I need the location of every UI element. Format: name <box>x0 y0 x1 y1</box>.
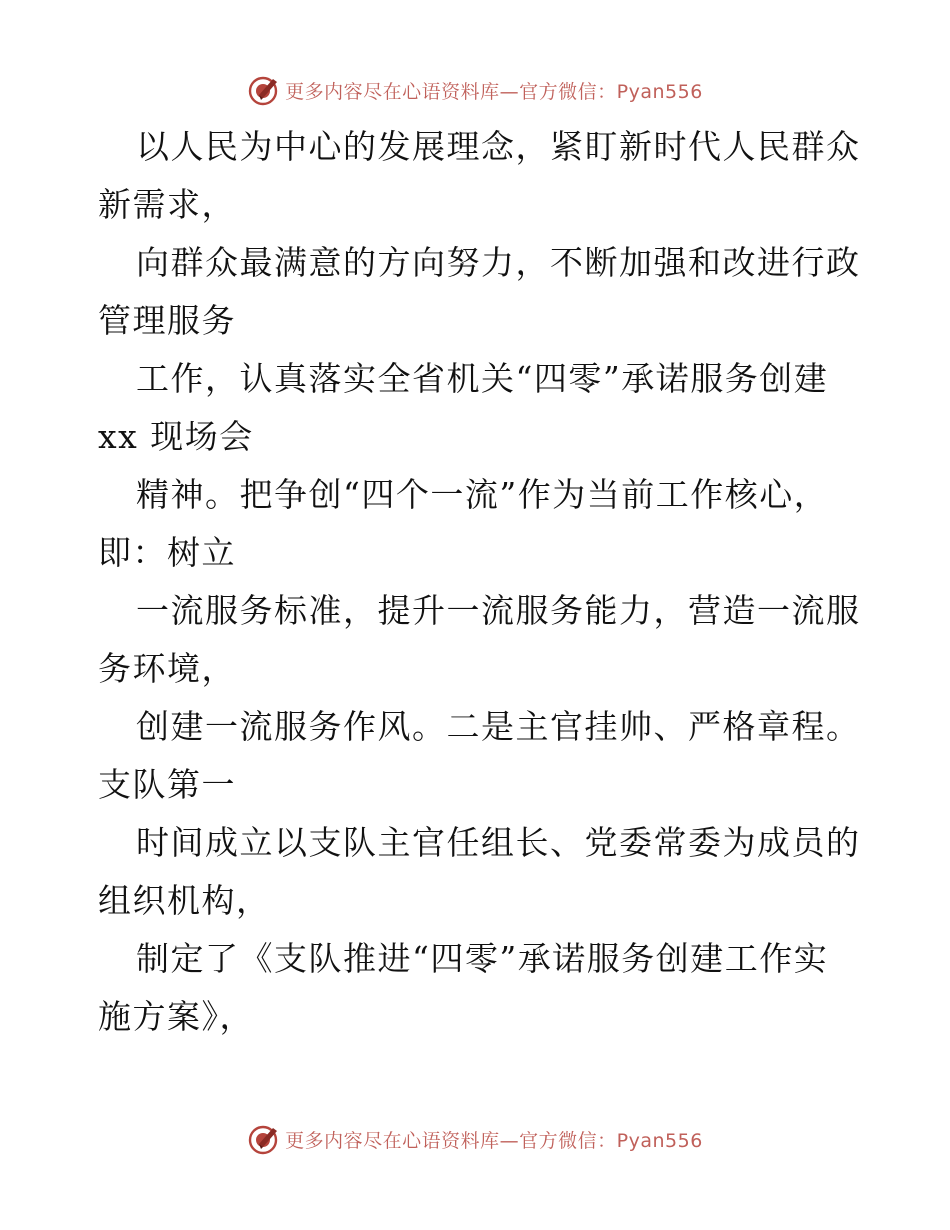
pen-logo-icon <box>247 1122 281 1156</box>
text-line: 一流服务标准，提升一流服务能力，营造一流服 <box>136 591 861 630</box>
text-line: 支队第一 <box>98 765 236 804</box>
text-line: 组织机构， <box>98 881 271 920</box>
text-line: 精神。把争创“四个一流”作为当前工作核心， <box>136 475 829 514</box>
text-line: 向群众最满意的方向努力，不断加强和改进行政 <box>136 243 861 282</box>
text-line: 管理服务 <box>98 301 236 340</box>
text-line: 以人民为中心的发展理念，紧盯新时代人民群众 <box>136 127 861 166</box>
footer-watermark <box>0 1119 950 1159</box>
pen-logo-icon <box>247 73 281 107</box>
header-watermark <box>0 70 950 110</box>
watermark-text: 更多内容尽在心语资料库—官方微信：Pyan556 <box>285 1129 703 1152</box>
text-line: 务环境， <box>98 649 236 688</box>
text-line: 施方案》， <box>98 997 254 1036</box>
text-line: 时间成立以支队主官任组长、党委常委为成员的 <box>136 823 861 862</box>
watermark-text: 更多内容尽在心语资料库—官方微信：Pyan556 <box>285 80 703 103</box>
text-line: 工作，认真落实全省机关“四零”承诺服务创建 <box>136 359 829 398</box>
text-line: 新需求， <box>98 185 236 224</box>
text-line: 创建一流服务作风。二是主官挂帅、严格章程。 <box>136 707 861 746</box>
text-line: 制定了《支队推进“四零”承诺服务创建工作实 <box>136 939 829 978</box>
text-line: 即：树立 <box>98 533 236 572</box>
text-line: xx 现场会 <box>98 417 254 456</box>
document-body <box>98 118 861 1046</box>
